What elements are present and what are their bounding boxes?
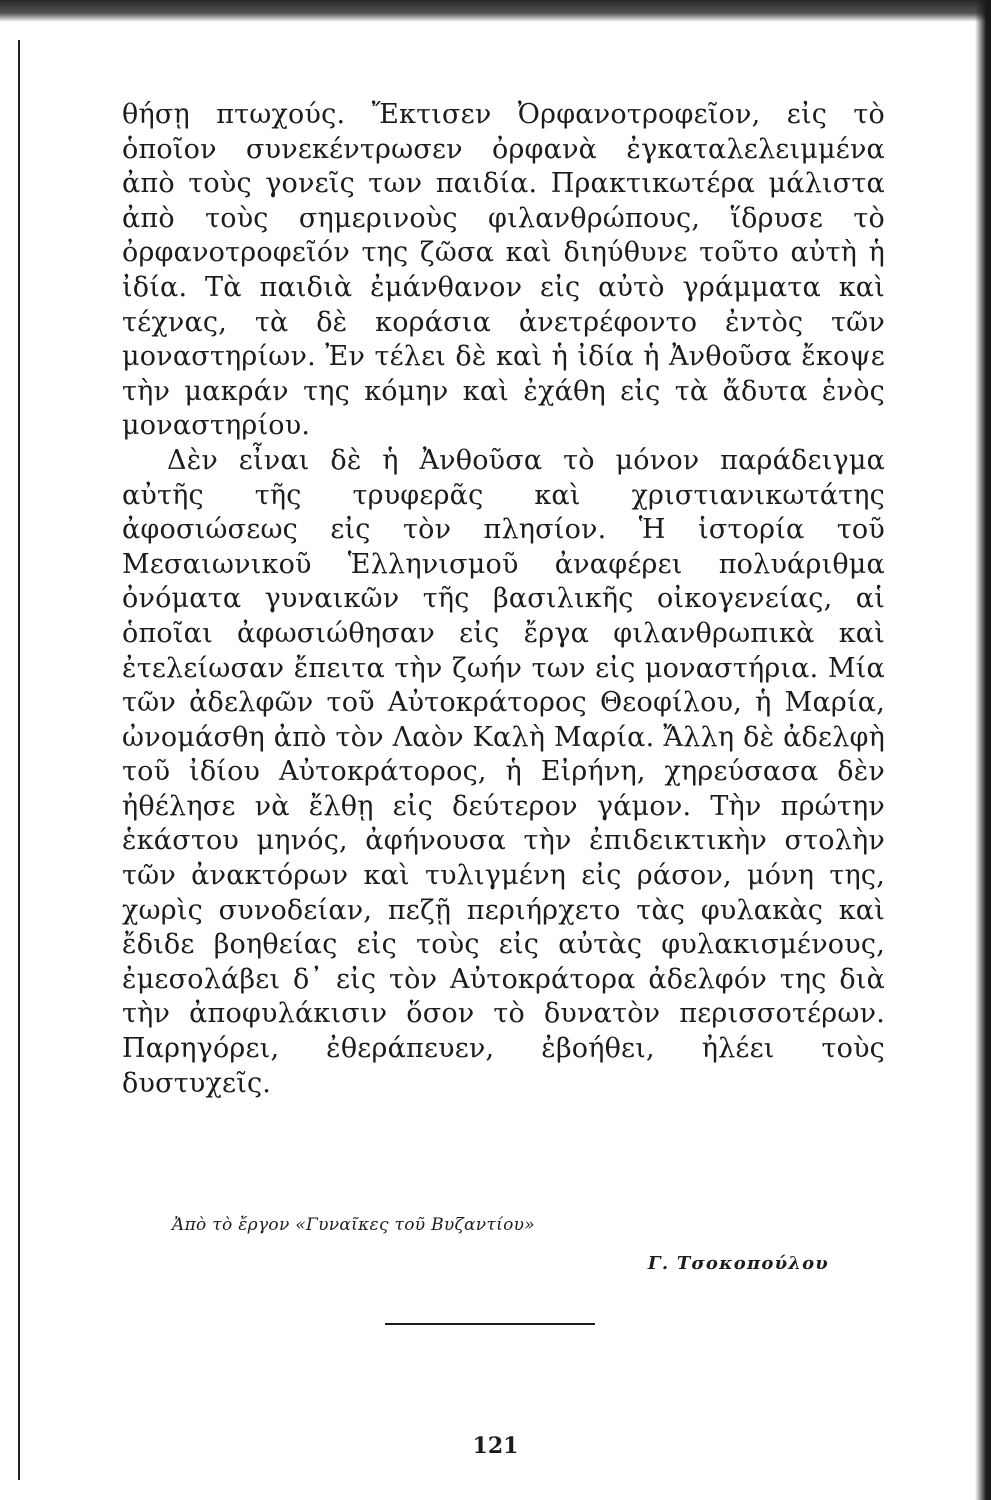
scan-top-shadow — [0, 0, 991, 22]
author-name: Γ. Τσοκοπούλου — [647, 1253, 829, 1274]
page-spine-edge — [18, 40, 20, 1480]
page-right-edge — [975, 0, 991, 1500]
source-citation: Ἀπὸ τὸ ἔργον «Γυναῖκες τοῦ Βυζαντίου» — [172, 1215, 535, 1235]
paragraph-continued: θήσῃ πτωχούς. Ἔκτισεν Ὀρφανοτροφεῖον, εἰς τὸ ὁποῖον συνεκέντρωσεν ὀρφανὰ ἐγκαταλελειμμένα ἀπὸ τοὺς γονεῖς των παιδία. Πρακτικωτέρα μάλιστα ἀπὸ τοὺς σημερινοὺς φιλανθρώπους, ἵδρυσε τὸ ὀρφανοτροφεῖόν της ζῶσα καὶ διηύθυνε τοῦτο αὐτὴ ἡ ἰδία. Τὰ παιδιὰ ἐμάνθανον εἰς αὐτὸ γράμματα καὶ τέχνας, τὰ δὲ κοράσια ἀνετρέφοντο ἐντὸς τῶν μοναστηρίων. Ἐν τέλει δὲ καὶ ἡ ἰδία ἡ Ἀνθοῦσα ἔκοψε τὴν μακράν της κόμην καὶ ἐχάθη εἰς τὰ ἄδυτα ἑνὸς μοναστηρίου. — [122, 99, 885, 442]
section-divider — [385, 1323, 595, 1325]
body-text — [122, 98, 885, 1101]
page-number: 121 — [472, 1433, 519, 1459]
paragraph: Δὲν εἶναι δὲ ἡ Ἀνθοῦσα τὸ μόνον παράδειγμα αὐτῆς τῆς τρυφερᾶς καὶ χριστιανικωτάτης ἀφοσιώσεως εἰς τὸν πλησίον. Ἡ ἱστορία τοῦ Μεσαιωνικοῦ Ἑλληνισμοῦ ἀναφέρει πολυάριθμα ὀνόματα γυναικῶν τῆς βασιλικῆς οἰκογενείας, αἱ ὁποῖαι ἀφωσιώθησαν εἰς ἔργα φιλανθρωπικὰ καὶ ἐτελείωσαν ἔπειτα τὴν ζωήν των εἰς μοναστήρια. Μία τῶν ἀδελφῶν τοῦ Αὐτοκράτορος Θεοφίλου, ἡ Μαρία, ὠνομάσθη ἀπὸ τὸν Λαὸν Καλὴ Μαρία. Ἄλλη δὲ ἀδελφὴ τοῦ ἰδίου Αὐτοκράτορος, ἡ Εἰρήνη, χηρεύσασα δὲν ἠθέλησε νὰ ἔλθῃ εἰς δεύτερον γάμον. Τὴν πρώτην ἑκάστου μηνός, ἀφήνουσα τὴν ἐπιδεικτικὴν στολὴν τῶν ἀνακτόρων καὶ τυλιγμένη εἰς ράσον, μόνη της, χωρὶς συνοδείαν, πεζῇ περιήρχετο τὰς φυλακὰς καὶ ἔδιδε βοηθείας εἰς τοὺς εἰς αὐτὰς φυλακισμένους, ἐμεσολάβει δ᾽ εἰς τὸν Αὐτοκράτορα ἀδελφόν της διὰ τὴν ἀποφυλάκισιν ὅσον τὸ δυνατὸν περισσοτέρων. Παρηγόρει, ἐθεράπευεν, ἐβοήθει, ἠλέει τοὺς δυστυχεῖς. — [122, 444, 885, 1099]
